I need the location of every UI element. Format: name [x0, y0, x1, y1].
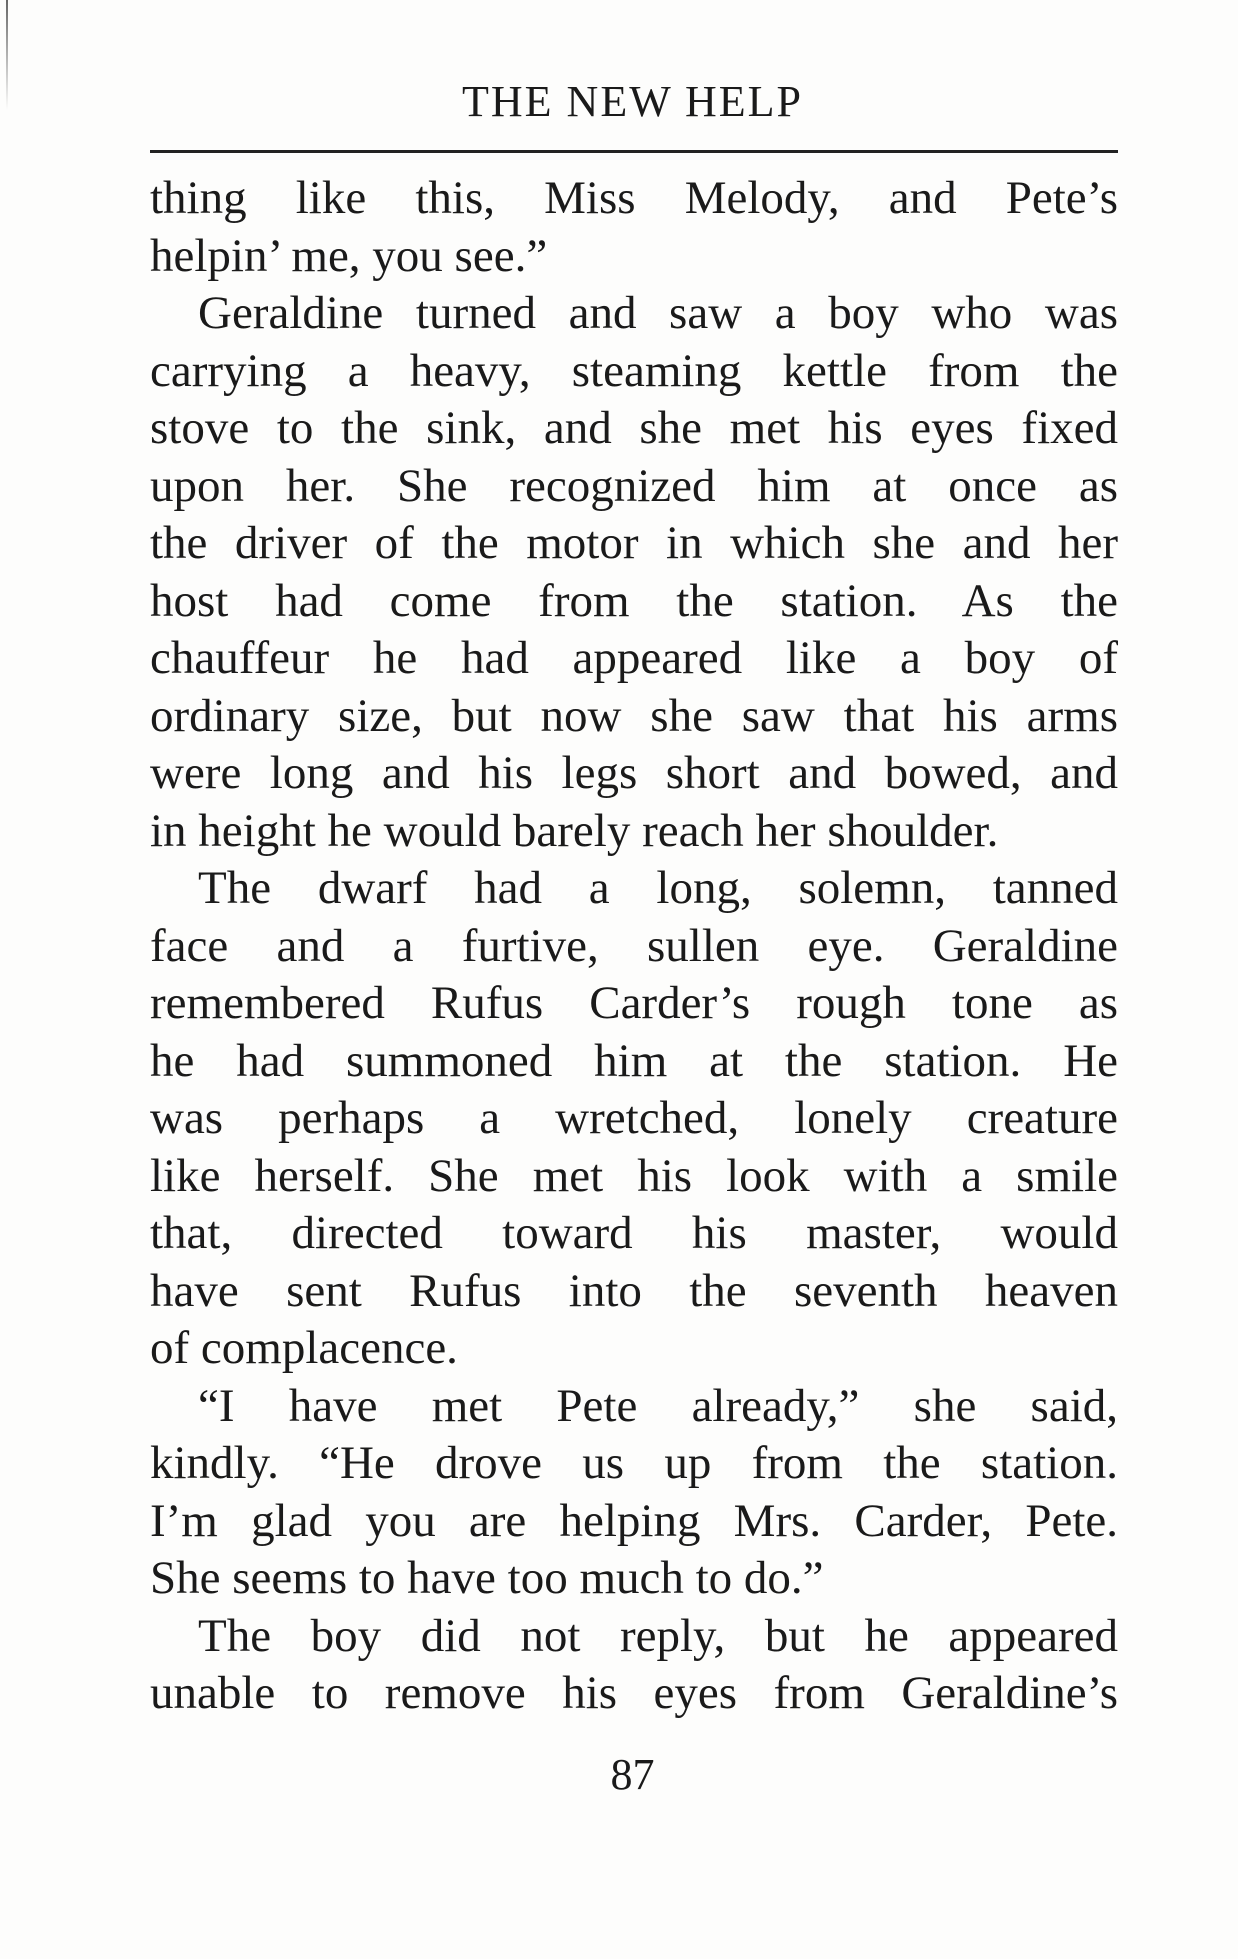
text-line: he had summoned him at the station. He — [150, 1034, 1118, 1087]
text-line: “I have met Pete already,” she said, — [198, 1379, 1118, 1432]
text-line: Geraldine turned and saw a boy who was — [198, 287, 1118, 339]
text-line: face and a furtive, sullen eye. Geraldine — [150, 919, 1118, 972]
text-line: helpin’ me, you see.” — [150, 229, 548, 282]
text-line: carrying a heavy, steaming kettle from the — [150, 344, 1118, 397]
text-line: the driver of the motor in which she and her — [150, 517, 1118, 569]
text-line: were long and his legs short and bowed, and — [150, 747, 1118, 799]
text-line: in height he would barely reach her shoulder. — [150, 804, 999, 857]
text-line: She seems to have too much to do.” — [150, 1552, 824, 1604]
text-line: I’m glad you are helping Mrs. Carder, Pete. — [150, 1494, 1118, 1547]
text-line: host had come from the station. As the — [150, 574, 1118, 627]
text-line: The dwarf had a long, solemn, tanned — [198, 862, 1118, 914]
header-rule — [150, 150, 1118, 153]
text-line: The boy did not reply, but he appeared — [198, 1609, 1118, 1662]
page-number: 87 — [610, 1750, 655, 1799]
text-line: chauffeur he had appeared like a boy of — [150, 632, 1118, 684]
text-line: of complacence. — [150, 1322, 458, 1374]
body-text — [150, 170, 1118, 1723]
text-line: stove to the sink, and she met his eyes fixed — [150, 402, 1118, 454]
running-head: THE NEW HELP — [462, 77, 803, 126]
scan-edge-mark — [6, 0, 8, 110]
text-line: like herself. She met his look with a smile — [150, 1149, 1118, 1202]
text-line: have sent Rufus into the seventh heaven — [150, 1264, 1118, 1317]
text-line: remembered Rufus Carder’s rough tone as — [150, 977, 1118, 1029]
text-line: upon her. She recognized him at once as — [150, 459, 1118, 512]
text-line: that, directed toward his master, would — [150, 1207, 1118, 1259]
text-line: ordinary size, but now she saw that his arms — [150, 689, 1118, 742]
text-line: kindly. “He drove us up from the station. — [150, 1437, 1118, 1489]
text-line: thing like this, Miss Melody, and Pete’s — [150, 172, 1118, 224]
text-line: unable to remove his eyes from Geraldine’s — [150, 1667, 1118, 1719]
text-line: was perhaps a wretched, lonely creature — [150, 1092, 1118, 1144]
